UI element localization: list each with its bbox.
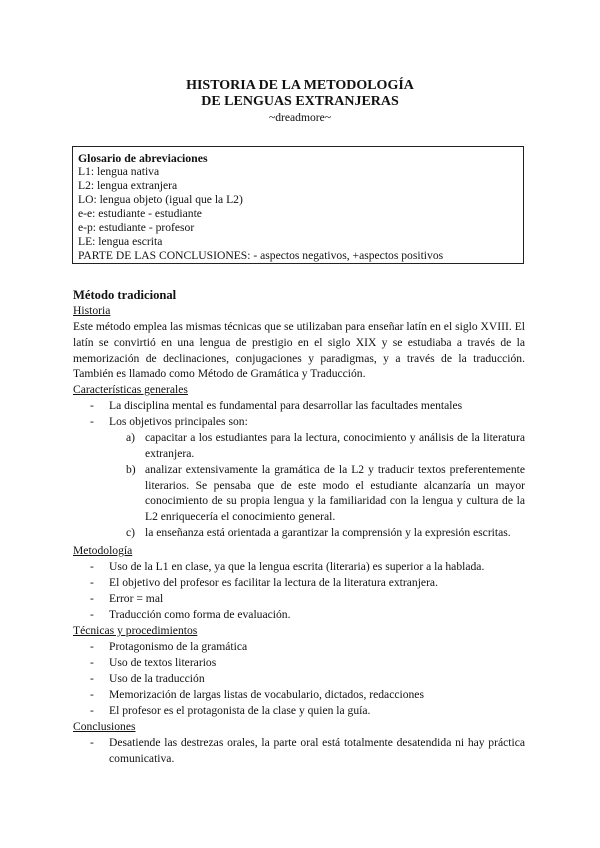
glossary-box: [72, 146, 524, 264]
glossary-line: e-p: estudiante - profesor: [78, 221, 195, 234]
dash-marker: -: [90, 656, 94, 669]
glossary-line: L1: lengua nativa: [78, 165, 160, 178]
objective-letter: c): [126, 526, 136, 539]
dash-marker: -: [90, 736, 94, 749]
document-title-line1: HISTORIA DE LA METODOLOGÍA: [186, 78, 414, 93]
conclusiones-heading: Conclusiones: [73, 720, 136, 733]
dash-marker: -: [90, 576, 94, 589]
list-item: Uso de textos literarios: [109, 656, 217, 669]
dash-marker: -: [90, 640, 94, 653]
glossary-line: LE: lengua escrita: [78, 235, 163, 248]
objective-letter: b): [126, 463, 136, 476]
dash-marker: -: [90, 672, 94, 685]
dash-marker: -: [90, 560, 94, 573]
list-item: Error = mal: [109, 592, 164, 605]
objective-letter: a): [126, 431, 136, 444]
glossary-line: e-e: estudiante - estudiante: [78, 207, 202, 220]
list-item: La disciplina mental es fundamental para desarrollar las facultades mentales: [109, 399, 463, 412]
section-title: Método tradicional: [73, 288, 177, 302]
list-item: Uso de la traducción: [109, 672, 205, 685]
caracteristicas-heading: Características generales: [73, 383, 188, 396]
list-item: Los objetivos principales son:: [109, 415, 248, 428]
glossary-line: L2: lengua extranjera: [78, 179, 178, 192]
list-item: Protagonismo de la gramática: [109, 640, 248, 653]
glossary-line: PARTE DE LAS CONCLUSIONES: - aspectos negativos, +aspectos positivos: [78, 249, 444, 262]
document-title-line2: DE LENGUAS EXTRANJERAS: [201, 94, 399, 109]
list-item: El objetivo del profesor es facilitar la lectura de la literatura extranjera.: [109, 576, 438, 589]
tecnicas-heading: Técnicas y procedimientos: [73, 624, 198, 637]
list-item: Desatiende las destrezas orales, la parte oral está totalmente desatendida ni hay práctica comunicativa.: [109, 736, 525, 765]
list-item: El profesor es el protagonista de la clase y quien la guía.: [109, 704, 371, 717]
historia-heading: Historia: [73, 304, 111, 317]
dash-marker: -: [90, 399, 94, 412]
objective-item: capacitar a los estudiantes para la lectura, conocimiento y análisis de la literatura extranjera.: [145, 431, 525, 460]
objective-item: la enseñanza está orientada a garantizar la comprensión y la expresión escritas.: [145, 526, 511, 539]
dash-marker: -: [90, 704, 94, 717]
dash-marker: -: [90, 608, 94, 621]
dash-marker: -: [90, 688, 94, 701]
list-item: Traducción como forma de evaluación.: [109, 608, 291, 621]
dash-marker: -: [90, 592, 94, 605]
list-item: Memorización de largas listas de vocabulario, dictados, redacciones: [109, 688, 424, 701]
author-name: ~dreadmore~: [268, 111, 332, 124]
glossary-title: Glosario de abreviaciones: [78, 151, 208, 165]
objective-item: analizar extensivamente la gramática de la L2 y traducir textos preferentemente literarios. Se pensaba que de este modo el estudiante alcanzaría un mayor conocimiento de su propia lengua y la familiaridad con la lengua y cultura de la L2 enriquecería el conocimiento general.: [145, 463, 525, 523]
historia-paragraph: Este método emplea las mismas técnicas que se utilizaban para enseñar latín en el siglo XVIII. El latín se convirtió en una lengua de prestigio en el siglo XIX y se estudiaba a través de la memorización de declinaciones, conjugaciones y paradigmas, y a través de la traducción. También es llamado como Método de Gramática y Traducción.: [73, 320, 525, 381]
list-item: Uso de la L1 en clase, ya que la lengua escrita (literaria) es superior a la hablada.: [109, 560, 485, 573]
metodologia-heading: Metodología: [73, 544, 133, 557]
glossary-line: LO: lengua objeto (igual que la L2): [78, 193, 243, 206]
dash-marker: -: [90, 415, 94, 428]
